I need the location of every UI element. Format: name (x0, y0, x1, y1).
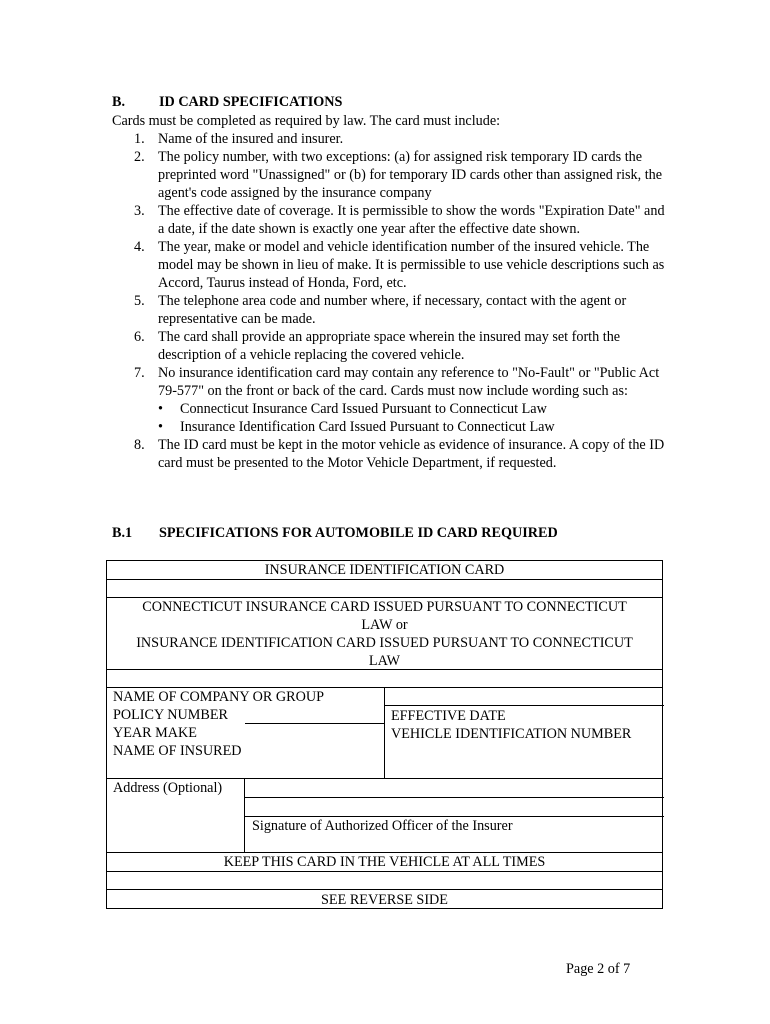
address-label: Address (Optional) (113, 780, 223, 796)
rule (107, 871, 662, 872)
bullet-icon: • (158, 419, 163, 435)
item-text: No insurance identification card may contain any reference to "No-Fault" or "Public Act 79-577" on the front or back of the card. Cards must now include wording such as: (158, 365, 660, 399)
requirement-item (112, 238, 672, 292)
requirement-item (112, 130, 672, 148)
rule (384, 687, 385, 778)
section-b-heading (112, 93, 342, 111)
rule (107, 889, 662, 890)
requirement-item (112, 202, 672, 238)
item-number: 2. (134, 149, 145, 165)
item-number: 4. (134, 239, 145, 255)
rule (384, 705, 664, 706)
item-number: 1. (134, 131, 145, 147)
card-heading-line1: CONNECTICUT INSURANCE CARD ISSUED PURSUANT TO CONNECTICUT (142, 599, 627, 615)
section-b-intro: Cards must be completed as required by law. The card must include: (112, 113, 501, 129)
vin-label: VEHICLE IDENTIFICATION NUMBER (391, 726, 632, 742)
item-number: 7. (134, 365, 145, 381)
section-b-number: B. (112, 94, 126, 110)
see-reverse-notice: SEE REVERSE SIDE (321, 892, 448, 908)
item-text: Name of the insured and insurer. (158, 131, 344, 147)
item-text: The policy number, with two exceptions: (a) for assigned risk temporary ID cards the preprinted word "Unassigned" or (b) for temporary ID cards other than assigned risk, the agent's code assigned by the insurance company (158, 149, 663, 201)
rule (244, 778, 245, 852)
item-text: The telephone area code and number where, if necessary, contact with the agent or representative can be made. (158, 293, 627, 327)
year-make-label: YEAR MAKE (113, 725, 197, 741)
signature-label: Signature of Authorized Officer of the Insurer (252, 818, 513, 834)
item-number: 5. (134, 293, 145, 309)
requirement-item (112, 148, 672, 202)
name-of-insured-label: NAME OF INSURED (113, 743, 242, 759)
card-heading-line2: LAW or (361, 617, 408, 633)
card-title: INSURANCE IDENTIFICATION CARD (264, 562, 505, 578)
bullet-icon: • (158, 401, 163, 417)
item-text: The year, make or model and vehicle identification number of the insured vehicle. The model may be shown in lieu of make. It is permissible to use vehicle descriptions such as Accord, Taurus instead of Honda, Ford, etc. (158, 239, 665, 291)
requirement-item (112, 364, 672, 436)
item-text: The ID card must be kept in the motor vehicle as evidence of insurance. A copy of the ID card must be presented to the Motor Vehicle Department, if requested. (158, 437, 665, 471)
item-text: The effective date of coverage. It is permissible to show the words "Expiration Date" and a date, if the date shown is exactly one year after the effective date shown. (158, 203, 665, 237)
section-b1-number: B.1 (112, 525, 133, 541)
section-b1-title: SPECIFICATIONS FOR AUTOMOBILE ID CARD REQUIRED (159, 525, 558, 541)
rule (107, 579, 662, 580)
requirement-item (112, 328, 672, 364)
rule (244, 797, 664, 798)
id-card-specimen (106, 560, 663, 909)
section-b1-heading (112, 524, 558, 542)
wording-bullets (158, 400, 672, 436)
policy-number-label: POLICY NUMBER (113, 707, 228, 723)
item-number: 8. (134, 437, 145, 453)
keep-card-notice: KEEP THIS CARD IN THE VEHICLE AT ALL TIMES (223, 854, 546, 870)
effective-date-label: EFFECTIVE DATE (391, 708, 506, 724)
page-number: Page 2 of 7 (566, 961, 631, 977)
item-number: 6. (134, 329, 145, 345)
card-heading-line3: INSURANCE IDENTIFICATION CARD ISSUED PURSUANT TO CONNECTICUT (136, 635, 633, 651)
rule (245, 723, 384, 724)
bullet-text: Connecticut Insurance Card Issued Pursuant to Connecticut Law (180, 401, 547, 417)
bullet-text: Insurance Identification Card Issued Pursuant to Connecticut Law (180, 419, 555, 435)
item-number: 3. (134, 203, 145, 219)
requirement-item (112, 292, 672, 328)
name-of-company-label: NAME OF COMPANY OR GROUP (113, 689, 325, 705)
bullet-item (158, 418, 672, 436)
bullet-item (158, 400, 672, 418)
requirement-item (112, 436, 672, 472)
item-text: The card shall provide an appropriate space wherein the insured may set forth the description of a vehicle replacing the covered vehicle. (158, 329, 621, 363)
requirements-list (112, 130, 672, 472)
card-heading-line4: LAW (368, 653, 401, 669)
section-b-title: ID CARD SPECIFICATIONS (159, 94, 343, 110)
